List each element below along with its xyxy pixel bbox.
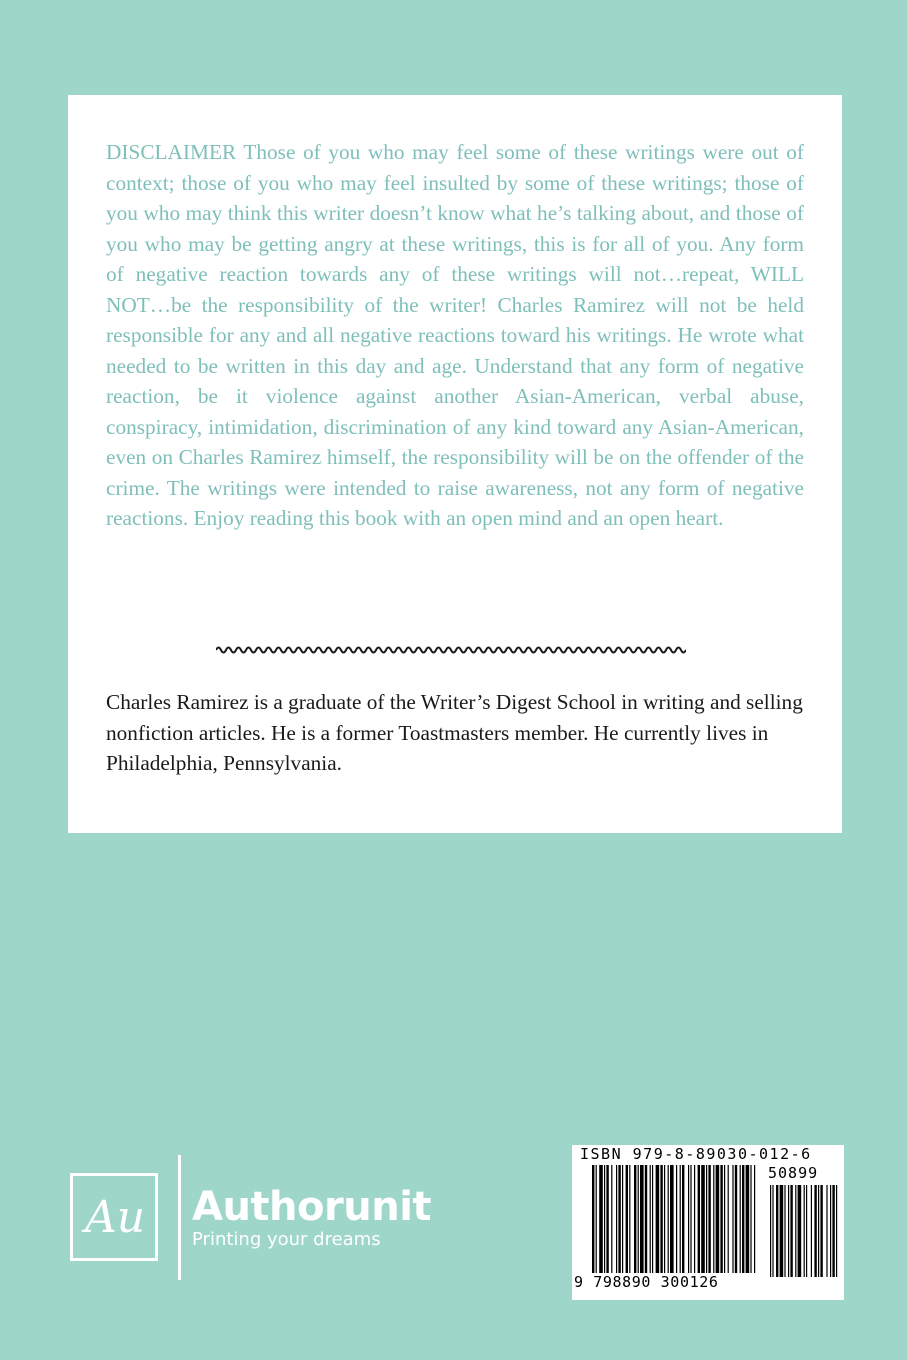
addon-bar (832, 1185, 834, 1277)
addon-bar (788, 1185, 789, 1277)
barcode-bar (720, 1165, 722, 1273)
addon-bar (811, 1185, 812, 1277)
isbn-barcode (572, 1145, 844, 1300)
barcode-bar (660, 1165, 662, 1273)
barcode-bar (650, 1165, 651, 1273)
publisher-tagline: Printing your dreams (192, 1229, 381, 1250)
ean-digits: 9 798890 300126 (574, 1273, 719, 1291)
barcode-bar (629, 1165, 630, 1273)
addon-bar (798, 1185, 802, 1277)
barcode-bar (596, 1165, 597, 1273)
barcode-bar (606, 1165, 608, 1273)
barcode-bar (735, 1165, 737, 1273)
addon-bar (790, 1185, 792, 1277)
addon-bar (780, 1185, 784, 1277)
author-bio: Charles Ramirez is a graduate of the Writer’s Digest School in writing and selling nonfiction articles. He is a former Toastmasters member. He currently lives in Philadelphia, Pennsylvania. (106, 690, 803, 775)
barcode-bar (716, 1165, 720, 1273)
addon-bar (820, 1185, 822, 1277)
publisher-logo (70, 1155, 432, 1280)
addon-bar (818, 1185, 819, 1277)
barcode-bar (656, 1165, 660, 1273)
barcode-bar (670, 1165, 674, 1273)
addon-bar (784, 1185, 785, 1277)
barcode-bar (690, 1165, 691, 1273)
barcode-bar (676, 1165, 677, 1273)
addon-bar (770, 1185, 771, 1277)
barcode-bar (740, 1165, 741, 1273)
barcode-bar (664, 1165, 665, 1273)
barcode-bar (682, 1165, 684, 1273)
barcode-bar (640, 1165, 644, 1273)
addon-bar (772, 1185, 773, 1277)
barcode-bar (634, 1165, 636, 1273)
barcode-bar (754, 1165, 755, 1273)
barcode-bar (742, 1165, 744, 1273)
publisher-name: Authorunit (192, 1184, 432, 1230)
barcode-bar (618, 1165, 620, 1273)
addon-bar (806, 1185, 807, 1277)
addon-bar (795, 1185, 796, 1277)
barcode-bar (645, 1165, 647, 1273)
barcode-bar (611, 1165, 612, 1273)
addon-bar (804, 1185, 805, 1277)
monogram-box (70, 1173, 158, 1261)
addon-bar (776, 1185, 778, 1277)
addon-code: 50899 (768, 1164, 819, 1182)
barcode-bar (668, 1165, 669, 1273)
barcode-bar (698, 1165, 700, 1273)
barcode-bar (724, 1165, 725, 1273)
barcode-bar (746, 1165, 750, 1273)
barcode-bar (713, 1165, 714, 1273)
addon-bar (814, 1185, 816, 1277)
addon-bar (836, 1185, 837, 1277)
barcode-bar (604, 1165, 605, 1273)
disclaimer-text: DISCLAIMER Those of you who may feel some of these writings were out of context; those of you who may feel insulted by some of these writings; those of you who may think this writer doesn’t know what he’s talking about, and those of you who may be getting angry at these writings, this is for all of you. Any form of negative reaction towards any of these writings will not…repeat, WILL NOT…be the responsibility of the writer! Charles Ramirez will not be held responsible for any and all negative reactions toward his writings. He wrote what needed to be written in this day and age. Understand that any form of negative reaction, be it violence against another Asian-American, verbal abuse, conspiracy, intimidation, discrimination of any kind toward any Asian-American, even on Charles Ramirez himself, the responsibility will be on the offender of the crime. The writings were intended to raise awareness, not any form of negative reactions. Enjoy reading this book with an open mind and an open heart. (106, 140, 804, 530)
wavy-divider (216, 643, 686, 657)
barcode-bar (750, 1165, 751, 1273)
barcode-bar (626, 1165, 628, 1273)
barcode-bar (728, 1165, 729, 1273)
barcode-bar (701, 1165, 705, 1273)
text-panel (68, 95, 842, 833)
barcode-bar (638, 1165, 639, 1273)
barcode-bar (706, 1165, 707, 1273)
isbn-label: ISBN 979-8-89030-012-6 (580, 1145, 812, 1163)
barcode-bar (616, 1165, 617, 1273)
barcode-bar (732, 1165, 733, 1273)
logo-divider (178, 1155, 181, 1280)
barcode-bar (688, 1165, 689, 1273)
monogram-text: Au (84, 1192, 146, 1243)
barcode-bar (652, 1165, 653, 1273)
monogram-icon (79, 1186, 151, 1246)
barcode-bar (592, 1165, 594, 1273)
addon-bar (826, 1185, 827, 1277)
barcode-bar (622, 1165, 623, 1273)
barcode-bar (680, 1165, 681, 1273)
barcode-bar (708, 1165, 710, 1273)
addon-bar (830, 1185, 831, 1277)
barcode-bar (694, 1165, 695, 1273)
barcode-bar (599, 1165, 603, 1273)
